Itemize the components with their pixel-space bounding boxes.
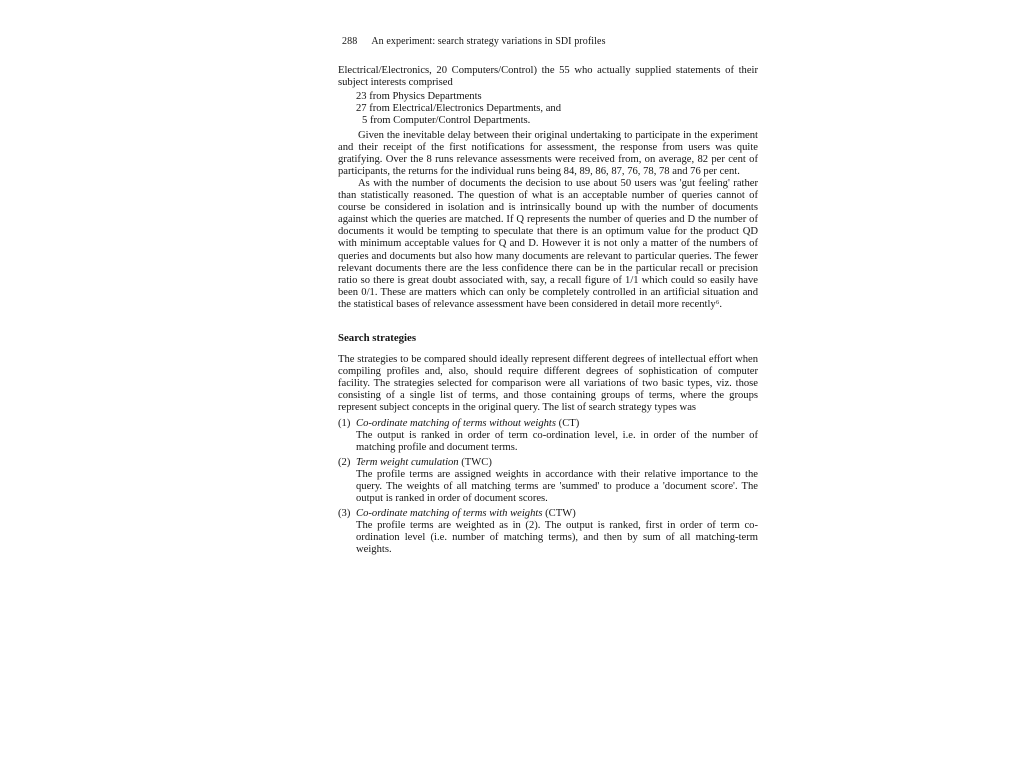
running-head <box>342 36 758 48</box>
strategy-description: The profile terms are weighted as in (2). The output is ranked, first in order of term co-ordination level (i.e. number of matching terms), and then by sum of all matching-term weights. <box>356 520 758 556</box>
running-head-title: An experiment: search strategy variations in SDI profiles <box>371 36 606 47</box>
section-heading: Search strategies <box>338 331 417 344</box>
strategy-name: Co-ordinate matching of terms without weights <box>356 417 557 429</box>
strategy-item <box>338 508 758 556</box>
strategy-name: Co-ordinate matching of terms with weights <box>356 508 543 520</box>
strategy-item <box>338 418 758 454</box>
strategy-number: (2) <box>338 456 351 468</box>
paragraph-queries: As with the number of documents the decision to use about 50 users was 'gut feeling' rather than statistically reasoned. The question of what is an acceptable number of queries cannot of course be considered in isolation and is intrinsically bound up with the number of documents against which the queries are matched. If Q represents the number of queries and D the number of documents it would be tempting to speculate that there is an optimum value for the product QD with minimum acceptable values for Q and D. However it is not only a matter of the numbers of queries and documents but also how many documents are relevant to particular queries. The fewer relevant documents there are the less confidence there can be in the particular recall or precision ratio so there is great doubt associated with, say, a recall figure of 1/1 which could so easily have been 0/1. These are matters which can only be completely controlled in an artificial situation and the statistical bases of relevance assessment have been considered in detail more recently⁶. <box>338 177 758 310</box>
page-number: 288 <box>342 36 358 47</box>
strategy-abbreviation: (CT) <box>558 417 580 429</box>
strategy-item <box>338 457 758 505</box>
department-list <box>356 91 758 127</box>
strategy-description: The profile terms are assigned weights in accordance with their relative importance to the query. The weights of all matching terms are 'summed' to produce a 'document score'. The output is ranked in order of document scores. <box>356 468 758 505</box>
section-intro: The strategies to be compared should ideally represent different degrees of intellectual effort when compiling profiles and, also, should require different degrees of sophistication of computer facility. The strategies selected for comparison were all variations of two basic types, viz. those consisting of a single list of terms, and those containing groups of terms, where the groups represent subject concepts in the original query. The list of search strategy types was <box>338 354 758 414</box>
strategy-abbreviation: (CTW) <box>545 508 576 520</box>
list-item: 5 from Computer/Control Departments. <box>362 115 531 127</box>
strategy-number: (1) <box>338 417 351 429</box>
strategy-abbreviation: (TWC) <box>461 456 492 468</box>
list-item: 27 from Electrical/Electronics Departments, and <box>356 103 562 115</box>
paragraph-response: Given the inevitable delay between their original undertaking to participate in the experiment and their receipt of the first notifications for assessment, the response from users was quite gratifying. Over the 8 runs relevance assessments were received from, on average, 82 per cent of participants, the returns for the individual runs being 84, 89, 86, 87, 76, 78, 78 and 76 per cent. <box>338 129 758 177</box>
paragraph-continuation: Electrical/Electronics, 20 Computers/Control) the 55 who actually supplied statements of their subject interests comprised <box>338 65 758 89</box>
strategy-description: The output is ranked in order of term co-ordination level, i.e. in order of the number of matching profile and document terms. <box>356 429 758 453</box>
book-page <box>338 36 758 557</box>
strategy-number: (3) <box>338 508 351 520</box>
strategy-name: Term weight cumulation <box>356 456 459 468</box>
list-item: 23 from Physics Departments <box>356 91 482 103</box>
